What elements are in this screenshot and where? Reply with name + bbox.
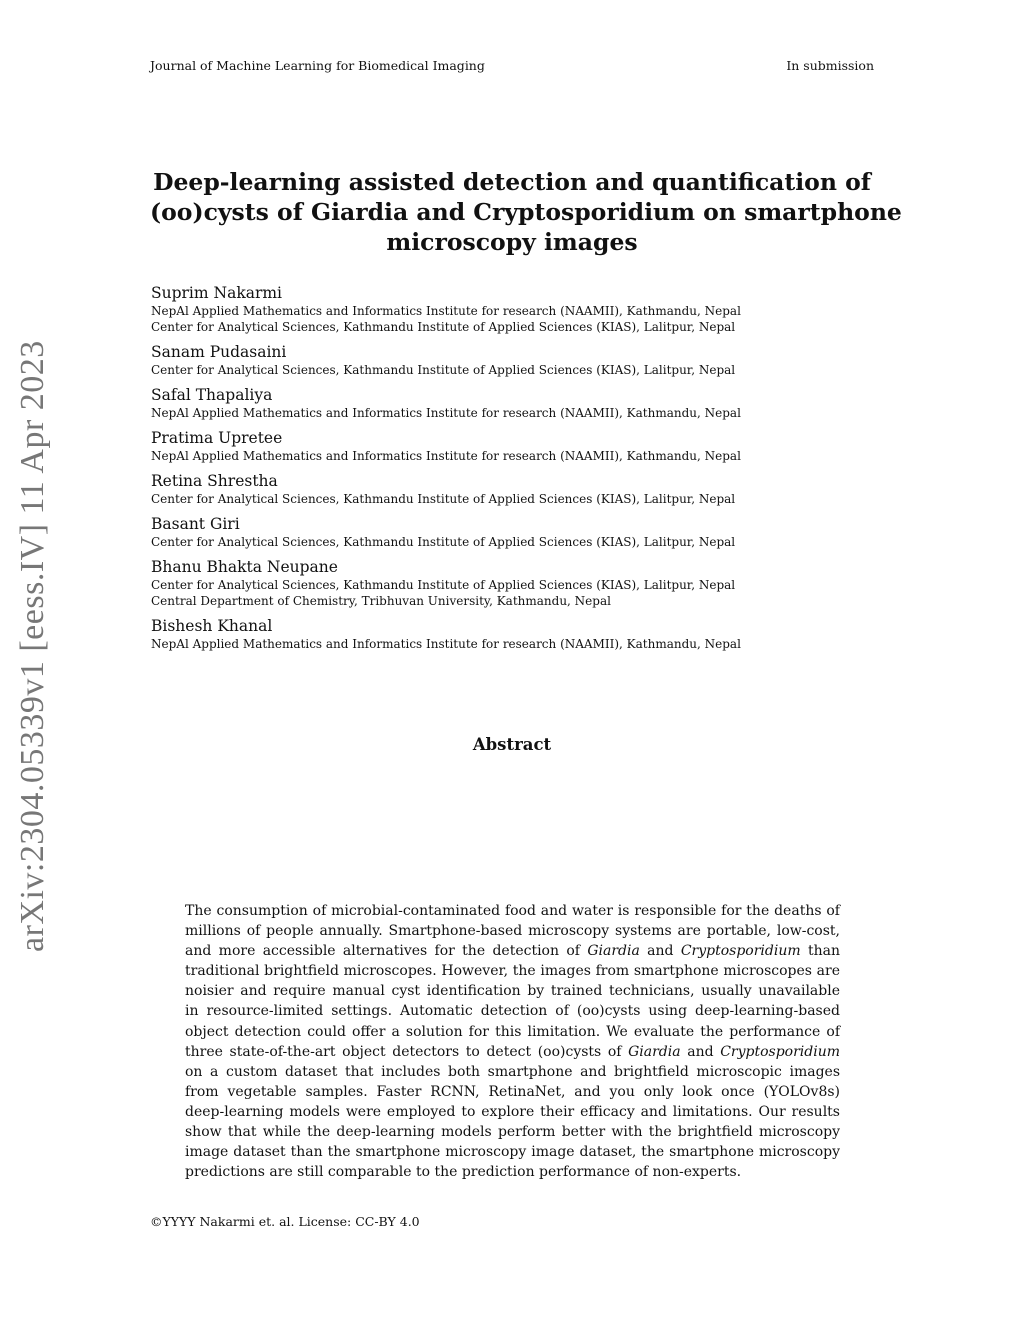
author-block xyxy=(151,558,851,609)
arxiv-identifier-stamp: arXiv:2304.05339v1 [eess.IV] 11 Apr 2023 xyxy=(14,340,51,952)
license-notice: ©YYYY Nakarmi et. al. License: CC-BY 4.0 xyxy=(150,1214,420,1229)
abstract-line: from vegetable samples. Faster RCNN, RetinaNet, and you only look once (YOLOv8s) xyxy=(185,1083,840,1100)
author-affiliation: Center for Analytical Sciences, Kathmandu Institute of Applied Sciences (KIAS), Lalitpur, Nepal xyxy=(151,492,736,506)
author-block xyxy=(151,343,851,378)
title-line: microscopy images xyxy=(386,228,638,256)
author-block xyxy=(151,617,851,652)
submission-status: In submission xyxy=(786,58,874,73)
author-name: Retina Shrestha xyxy=(151,472,278,490)
author-affiliation: NepAl Applied Mathematics and Informatics Institute for research (NAAMII), Kathmandu, Nepal xyxy=(151,637,741,651)
author-name: Pratima Upretee xyxy=(151,429,283,447)
abstract-line: object detection could offer a solution for this limitation. We evaluate the performance of xyxy=(185,1023,840,1040)
author-list xyxy=(151,284,851,660)
author-affiliation: NepAl Applied Mathematics and Informatics Institute for research (NAAMII), Kathmandu, Nepal xyxy=(151,406,741,420)
abstract-line: show that while the deep-learning models perform better with the brightfield microscopy xyxy=(185,1124,840,1141)
author-affiliation: Center for Analytical Sciences, Kathmandu Institute of Applied Sciences (KIAS), Lalitpur, Nepal xyxy=(151,363,736,377)
author-name: Basant Giri xyxy=(151,515,240,533)
abstract-line: on a custom dataset that includes both smartphone and brightfield microscopic images xyxy=(185,1063,840,1080)
title-line: (oo)cysts of Giardia and Cryptosporidium on smartphone xyxy=(150,198,902,226)
author-name: Bishesh Khanal xyxy=(151,617,273,635)
abstract-line: and more accessible alternatives for the detection of Giardia and Cryptosporidium than xyxy=(185,943,840,960)
abstract-line: in resource-limited settings. Automatic detection of (oo)cysts using deep-learning-based xyxy=(185,1003,840,1020)
author-name: Bhanu Bhakta Neupane xyxy=(151,558,338,576)
paper-title xyxy=(150,167,902,257)
author-block xyxy=(151,515,851,550)
author-block xyxy=(151,284,851,335)
abstract-line: noisier and require manual cyst identification by trained technicians, usually unavailable xyxy=(185,983,840,1000)
title-line: Deep-learning assisted detection and quantification of xyxy=(153,168,871,196)
abstract-line: deep-learning models were employed to explore their efficacy and limitations. Our results xyxy=(185,1103,840,1120)
abstract-line: traditional brightfield microscopes. However, the images from smartphone microscopes are xyxy=(185,963,840,980)
author-affiliation: NepAl Applied Mathematics and Informatics Institute for research (NAAMII), Kathmandu, Nepal xyxy=(151,449,741,463)
author-affiliation: NepAl Applied Mathematics and Informatics Institute for research (NAAMII), Kathmandu, Nepal xyxy=(151,304,741,318)
abstract-line: predictions are still comparable to the prediction performance of non-experts. xyxy=(185,1164,742,1181)
author-name: Safal Thapaliya xyxy=(151,386,273,404)
abstract-line: image dataset than the smartphone microscopy image dataset, the smartphone microscopy xyxy=(185,1144,840,1161)
author-affiliation: Center for Analytical Sciences, Kathmandu Institute of Applied Sciences (KIAS), Lalitpur, Nepal xyxy=(151,320,736,334)
author-affiliation: Central Department of Chemistry, Tribhuvan University, Kathmandu, Nepal xyxy=(151,594,611,608)
author-affiliation: Center for Analytical Sciences, Kathmandu Institute of Applied Sciences (KIAS), Lalitpur, Nepal xyxy=(151,535,736,549)
abstract-heading: Abstract xyxy=(472,735,552,754)
author-block xyxy=(151,386,851,421)
author-name: Sanam Pudasaini xyxy=(151,343,287,361)
author-block xyxy=(151,472,851,507)
abstract-line: three state-of-the-art object detectors to detect (oo)cysts of Giardia and Cryptosporidium xyxy=(185,1043,840,1060)
author-affiliation: Center for Analytical Sciences, Kathmandu Institute of Applied Sciences (KIAS), Lalitpur, Nepal xyxy=(151,578,736,592)
author-name: Suprim Nakarmi xyxy=(151,284,283,302)
author-block xyxy=(151,429,851,464)
journal-name: Journal of Machine Learning for Biomedical Imaging xyxy=(150,58,485,73)
abstract-line: The consumption of microbial-contaminated food and water is responsible for the deaths of xyxy=(185,903,840,919)
abstract-text xyxy=(185,901,840,1182)
abstract-line: millions of people annually. Smartphone-based microscopy systems are portable, low-cost, xyxy=(185,923,840,940)
